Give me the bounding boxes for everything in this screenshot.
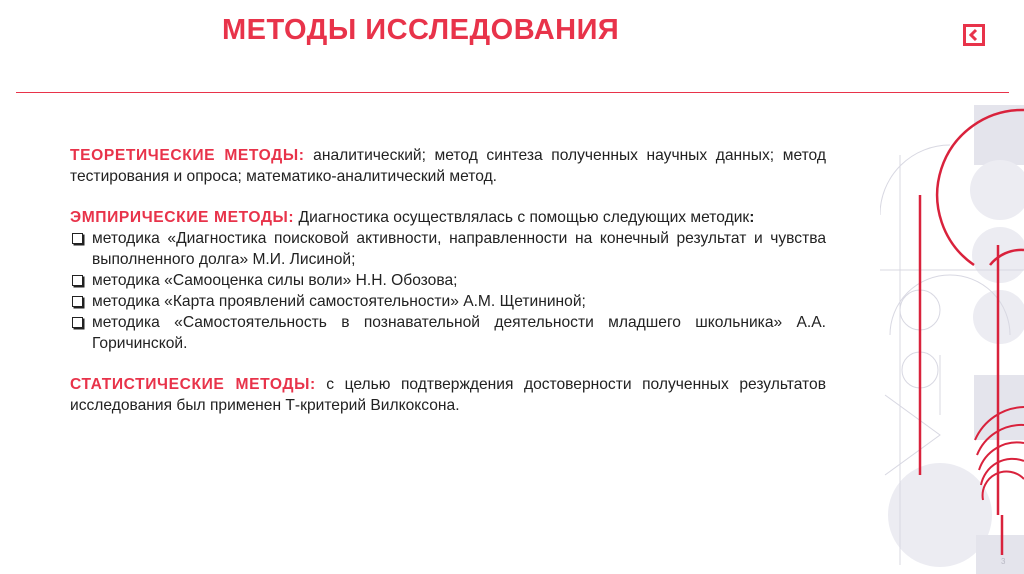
checkbox-bullet-icon <box>72 275 83 286</box>
theoretical-text: аналитический; метод синтеза полученных научных данных; метод тестирования и опроса; математико-аналитический метод. <box>70 147 826 185</box>
geometric-decoration <box>880 95 1024 574</box>
checkbox-bullet-icon <box>72 233 83 244</box>
page-number: 3 <box>1001 557 1006 566</box>
list-item <box>70 291 826 312</box>
empirical-text: Диагностика осуществлялась с помощью следующих методик <box>294 209 750 226</box>
list-item-text: методика «Диагностика поисковой активности, направленности на конечный результат и чувства выполненного долга» М.И. Лисиной; <box>92 230 826 268</box>
empirical-heading: ЭМПИРИЧЕСКИЕ МЕТОДЫ: <box>70 209 295 226</box>
back-button[interactable] <box>963 24 985 46</box>
checkbox-bullet-icon <box>72 317 83 328</box>
statistical-heading: СТАТИСТИЧЕСКИЕ МЕТОДЫ: <box>70 376 316 393</box>
list-item-text: методика «Самооценка силы воли» Н.Н. Обозова; <box>92 272 458 289</box>
empirical-methods <box>70 207 826 354</box>
list-item-text: методика «Самостоятельность в познавательной деятельности младшего школьника» А.А. Горичинской. <box>92 314 826 352</box>
methods-list <box>70 228 826 354</box>
back-arrow-icon <box>963 24 985 46</box>
statistical-text: с целью подтверждения достоверности полученных результатов исследования был применен Т-критерий Вилкоксона. <box>70 376 826 414</box>
list-item <box>70 270 826 291</box>
checkbox-bullet-icon <box>72 296 83 307</box>
list-item <box>70 228 826 270</box>
slide-title: МЕТОДЫ ИССЛЕДОВАНИЯ <box>222 14 620 46</box>
statistical-methods <box>70 374 826 416</box>
empirical-intro <box>70 207 826 228</box>
title-divider <box>16 92 1009 93</box>
content-body <box>70 145 826 416</box>
theoretical-heading: ТЕОРЕТИЧЕСКИЕ МЕТОДЫ: <box>70 147 305 164</box>
list-item-text: методика «Карта проявлений самостоятельности» А.М. Щетининой; <box>92 293 586 310</box>
theoretical-methods <box>70 145 826 187</box>
list-item <box>70 312 826 354</box>
empirical-colon: : <box>749 209 755 226</box>
